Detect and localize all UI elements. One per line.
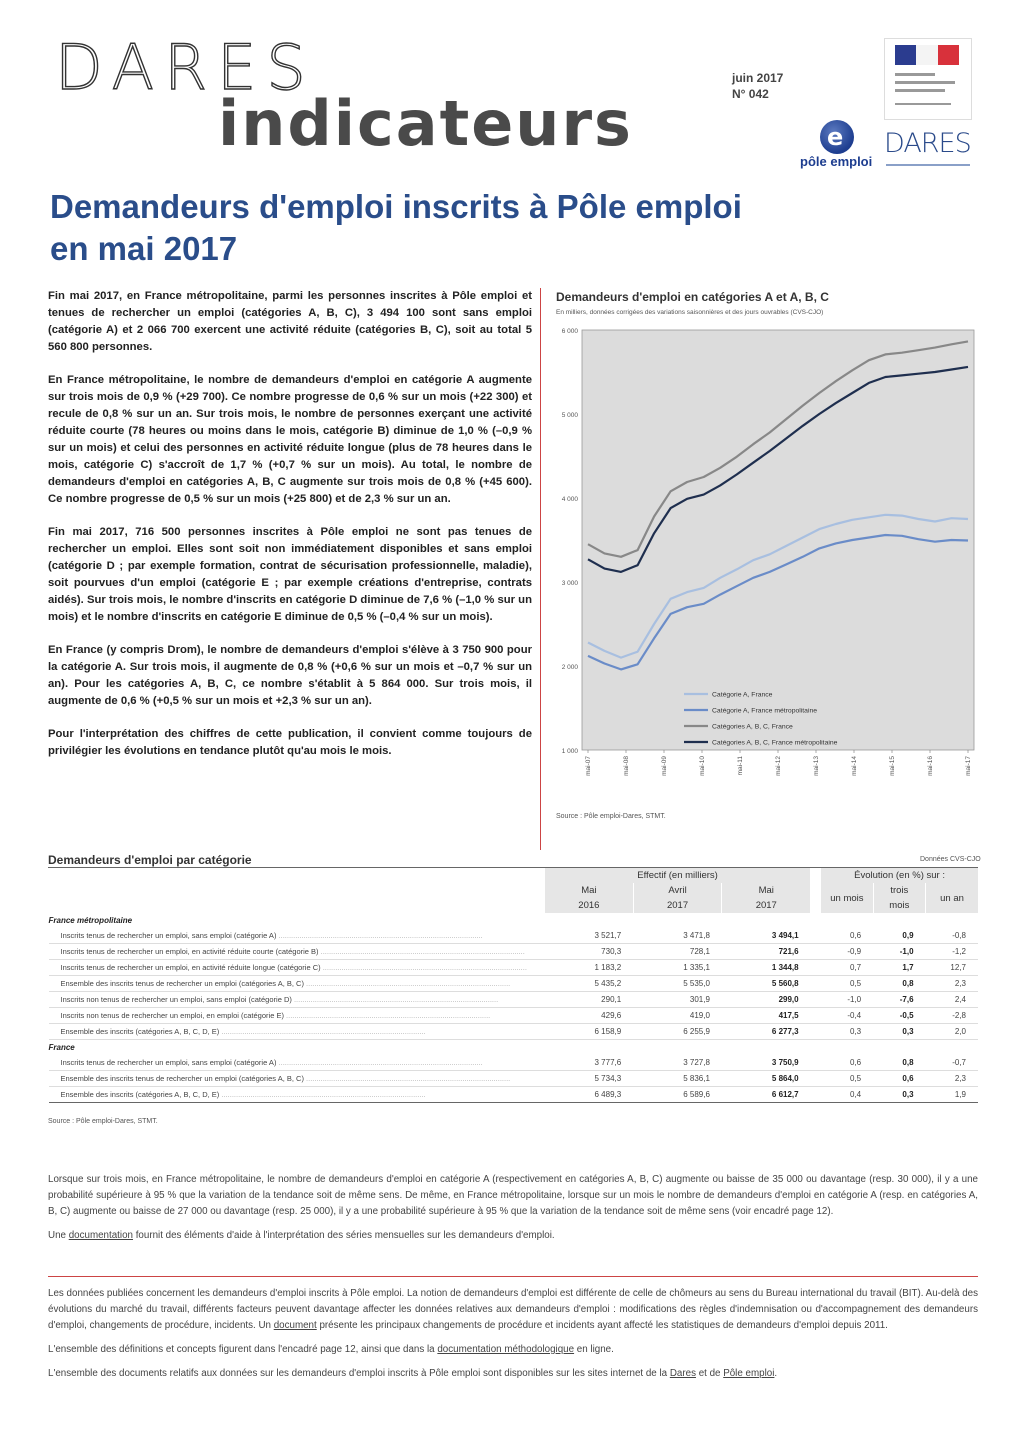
table-row xyxy=(49,976,979,992)
dares-logo-text: DARES xyxy=(884,128,971,159)
table-cell: 6 158,9 xyxy=(545,1024,634,1040)
col-header: un an xyxy=(926,883,978,913)
x-tick-label: mai-13 xyxy=(813,756,820,776)
issue-info xyxy=(732,70,783,102)
table-cell: 2,3 xyxy=(926,976,978,992)
plot-area xyxy=(582,330,974,750)
table-cell: 1 344,8 xyxy=(722,960,811,976)
table-cell: 3 777,6 xyxy=(545,1055,634,1071)
french-flag-icon xyxy=(895,45,959,65)
table-cell: 0,5 xyxy=(821,976,873,992)
pole-emploi-label: pôle emploi xyxy=(800,154,873,169)
chart-title: Demandeurs d'emploi en catégories A et A, B, C xyxy=(556,290,829,304)
table-section-row xyxy=(49,913,979,928)
table-row xyxy=(49,992,979,1008)
dares-logo xyxy=(884,128,976,174)
table-cell: 0,3 xyxy=(873,1024,925,1040)
table-note: Données CVS-CJO xyxy=(920,856,981,863)
table-cell: -7,6 xyxy=(873,992,925,1008)
brand-indicateurs-wordmark: indicateurs xyxy=(218,87,633,160)
section-label: France métropolitaine xyxy=(48,916,133,925)
chart-subtitle: En milliers, données corrigées des variations saisonnières et des jours ouvrables (CVS-CJO) xyxy=(556,309,824,316)
intro-paragraph: Fin mai 2017, 716 500 personnes inscrites à Pôle emploi ne sont pas tenues de rechercher un emploi. Elles sont soit non immédiatement disponibles et sans emploi (catégorie D ; par exemple formation, contrat de sécurisation professionnelle, maladie), soit pourvues d'un emploi (catégorie E ; par exemple créations d'entreprise, contrats aidés). Sur trois mois, le nombre d'inscrits en catégorie D diminue de 7,6 % (–1,0 % sur un mois) et le nombre d'inscrits en catégorie E diminue de 0,5 % (–0,4 % sur un mois). xyxy=(48,526,532,623)
issue-date: juin 2017 xyxy=(732,71,784,85)
footer-text-2 xyxy=(48,1286,978,1390)
table-cell: 721,6 xyxy=(722,944,811,960)
chart-source: Source : Pôle emploi-Dares, STMT. xyxy=(556,813,666,820)
y-tick-label: 5 000 xyxy=(561,412,578,419)
footer-paragraph: L'ensemble des documents relatifs aux données sur les demandeurs d'emploi inscrits à Pôle emploi sont disponibles sur les sites internet de la Dares et de Pôle emploi. xyxy=(48,1368,778,1379)
table-cell: 299,0 xyxy=(722,992,811,1008)
table-cell: 2,0 xyxy=(926,1024,978,1040)
x-tick-label: mai-08 xyxy=(623,756,630,776)
intro-text xyxy=(48,288,532,776)
table-cell: 1,7 xyxy=(873,960,925,976)
table-cell: 0,6 xyxy=(821,928,873,944)
table-cell: -1,0 xyxy=(821,992,873,1008)
table-cell: 2,3 xyxy=(926,1071,978,1087)
page-title-line1: Demandeurs d'emploi inscrits à Pôle emploi xyxy=(50,188,742,225)
column-divider xyxy=(540,288,541,850)
intro-paragraph: En France (y compris Drom), le nombre de demandeurs d'emploi s'élève à 3 750 900 pour la catégorie A. Sur trois mois, il augmente de 0,8 % (+0,6 % sur un mois et –0,7 % sur un an). Pour les catégories A, B, C, ce nombre s'établit à 5 864 000. Sur trois mois, il augmente de 0,6 % (+0,5 % sur un mois et +2,3 % sur un an). xyxy=(48,644,532,707)
row-label: Inscrits tenus de rechercher un emploi, sans emploi (catégorie A) .................................................................................................. xyxy=(49,928,545,944)
row-label: Ensemble des inscrits tenus de rechercher un emploi (catégories A, B, C) .................................................................................................. xyxy=(49,976,545,992)
table-cell: 3 727,8 xyxy=(633,1055,722,1071)
table-cell: 0,7 xyxy=(821,960,873,976)
row-label: Ensemble des inscrits tenus de rechercher un emploi (catégories A, B, C) .................................................................................................. xyxy=(49,1071,545,1087)
brand-dares-wordmark: DARES xyxy=(55,31,316,104)
intro-paragraph: Fin mai 2017, en France métropolitaine, parmi les personnes inscrites à Pôle emploi et tenues de rechercher un emploi (catégories A, B, C), 3 494 100 sont sans emploi (catégorie A) et 2 066 700 exercent une activité réduite (catégories B, C), soit au total 5 560 800 personnes. xyxy=(48,290,532,353)
page-title-line2: en mai 2017 xyxy=(50,230,238,267)
table-cell: 1,9 xyxy=(926,1087,978,1103)
table-cell: -0,4 xyxy=(821,1008,873,1024)
table-row xyxy=(49,1071,979,1087)
table-cell: 5 864,0 xyxy=(722,1071,811,1087)
table-title: Demandeurs d'emploi par catégorie xyxy=(48,853,252,867)
table-row xyxy=(49,1087,979,1103)
table-cell: 6 589,6 xyxy=(633,1087,722,1103)
table-cell: -0,5 xyxy=(873,1008,925,1024)
table-row xyxy=(49,1024,979,1040)
table-cell: 730,3 xyxy=(545,944,634,960)
table-cell: 1 183,2 xyxy=(545,960,634,976)
table-cell: 0,6 xyxy=(873,1071,925,1087)
x-tick-label: mai-09 xyxy=(661,756,668,776)
x-tick-label: mai-12 xyxy=(775,756,782,776)
col-header: Mai 2017 xyxy=(722,883,811,913)
legend-label: Catégories A, B, C, France métropolitaine xyxy=(712,739,838,747)
issue-number: N° 042 xyxy=(732,87,769,101)
table-cell: 1 335,1 xyxy=(633,960,722,976)
methodology-link[interactable]: documentation méthodologique xyxy=(437,1344,575,1355)
table-row xyxy=(49,928,979,944)
table-cell: 419,0 xyxy=(633,1008,722,1024)
table-row xyxy=(49,1008,979,1024)
table-cell: -1,2 xyxy=(926,944,978,960)
table-cell: 0,5 xyxy=(821,1071,873,1087)
table-cell: 417,5 xyxy=(722,1008,811,1024)
y-tick-label: 3 000 xyxy=(561,580,578,587)
table-cell: 5 560,8 xyxy=(722,976,811,992)
x-tick-label: mai-15 xyxy=(889,756,896,776)
table-cell: 3 521,7 xyxy=(545,928,634,944)
table-cell: -0,7 xyxy=(926,1055,978,1071)
y-tick-label: 1 000 xyxy=(561,748,578,755)
intro-paragraph: En France métropolitaine, le nombre de demandeurs d'emploi en catégorie A augmente sur trois mois de 0,9 % (+29 700). Ce nombre progresse de 0,6 % sur un mois (+22 300) et recule de 0,8 % sur un an. Sur trois mois, le nombre de personnes exerçant une activité réduite courte (78 heures ou moins dans le mois, catégorie B) diminue de 1,0 % (–0,9 % sur un mois) et celui des personnes en activité réduite longue (plus de 78 heures dans le mois, catégorie C) s'accroît de 1,7 % (+0,7 % sur un mois). Au total, le nombre de demandeurs d'emploi en catégories A, B, C augmente sur trois mois de 0,8 % (+45 600). Ce nombre progresse de 0,5 % sur un mois (+25 800) et de 2,3 % sur un an. xyxy=(48,374,532,505)
footer-paragraph: L'ensemble des définitions et concepts figurent dans l'encadré page 12, ainsi que dans la documentation méthodologique en ligne. xyxy=(48,1344,614,1355)
row-label: Inscrits non tenus de rechercher un emploi, sans emploi (catégorie D) .................................................................................................. xyxy=(49,992,545,1008)
table-cell: 728,1 xyxy=(633,944,722,960)
table-cell: 429,6 xyxy=(545,1008,634,1024)
table-cell: 6 489,3 xyxy=(545,1087,634,1103)
table-source: Source : Pôle emploi-Dares, STMT. xyxy=(48,1118,158,1125)
col-header: Avril 2017 xyxy=(633,883,722,913)
table-cell: 6 255,9 xyxy=(633,1024,722,1040)
table-row xyxy=(49,1055,979,1071)
pole-emploi-link[interactable]: Pôle emploi xyxy=(723,1368,775,1379)
table-row xyxy=(49,944,979,960)
col-header: un mois xyxy=(821,883,873,913)
table-cell: 0,8 xyxy=(873,1055,925,1071)
row-label: Ensemble des inscrits (catégories A, B, C, D, E) .................................................................................................. xyxy=(49,1087,545,1103)
table-cell: 6 277,3 xyxy=(722,1024,811,1040)
table-cell: 3 471,8 xyxy=(633,928,722,944)
table-cell: 0,4 xyxy=(821,1087,873,1103)
table-cell: 5 836,1 xyxy=(633,1071,722,1087)
x-tick-label: mai-14 xyxy=(851,756,858,776)
page-title xyxy=(50,186,930,270)
table-cell: -2,8 xyxy=(926,1008,978,1024)
x-tick-label: mai-17 xyxy=(965,756,972,776)
legend-label: Catégorie A, France métropolitaine xyxy=(712,707,818,715)
col-header: Mai 2016 xyxy=(545,883,634,913)
legend-label: Catégorie A, France xyxy=(712,691,773,699)
header-effectif: Effectif (en milliers) xyxy=(545,868,811,883)
legend-label: Catégories A, B, C, France xyxy=(712,723,793,731)
row-label: Inscrits tenus de rechercher un emploi, en activité réduite courte (catégorie B) .................................................................................................. xyxy=(49,944,545,960)
x-tick-label: mai-11 xyxy=(737,756,744,776)
y-tick-label: 6 000 xyxy=(561,328,578,335)
intro-paragraph: Pour l'interprétation des chiffres de cette publication, il convient comme toujours de privilégier les évolutions en tendance plutôt qu'au mois le mois. xyxy=(48,728,532,757)
table-cell: -1,0 xyxy=(873,944,925,960)
table-cell: 3 750,9 xyxy=(722,1055,811,1071)
header-evolution: Évolution (en %) sur : xyxy=(821,868,978,883)
table-cell: 3 494,1 xyxy=(722,928,811,944)
footer-paragraph: Les données publiées concernent les demandeurs d'emploi inscrits à Pôle emploi. La notion de demandeurs d'emploi est différente de celle de chômeurs au sens du Bureau international du travail (BIT). Au-delà des évolutions du marché du travail, différents facteurs peuvent davantage affecter les données relatives aux demandeurs d'emploi : modifications des règles d'indemnisation ou d'accompagnement des demandeurs d'emploi, changements de procédure, incidents. Un document présente les principaux changements de procédure et incidents ayant affecté les statistiques de demandeurs d'emploi depuis 2011. xyxy=(48,1288,978,1331)
x-tick-label: mai-16 xyxy=(927,756,934,776)
pole-emploi-logo: e pôle emploi xyxy=(800,120,876,174)
ministry-logo xyxy=(884,38,972,120)
section-divider xyxy=(48,1276,978,1277)
x-tick-label: mai-07 xyxy=(585,756,592,776)
documentation-link[interactable]: documentation xyxy=(68,1230,133,1241)
table-cell: 301,9 xyxy=(633,992,722,1008)
dares-link[interactable]: Dares xyxy=(669,1368,696,1379)
section-label: France xyxy=(48,1043,75,1052)
table-row xyxy=(49,960,979,976)
table-cell: 12,7 xyxy=(926,960,978,976)
document-link[interactable]: document xyxy=(273,1320,317,1331)
table-cell: 0,3 xyxy=(821,1024,873,1040)
footer-paragraph: Lorsque sur trois mois, en France métropolitaine, le nombre de demandeurs d'emploi en catégorie A (respectivement en catégories A, B, C) augmente ou baisse de 35 000 ou davantage (resp. 30 000), il y a une probabilité supérieure à 95 % que la variation de la tendance soit de même sens. De même, en France métropolitaine, lorsque sur un mois le nombre de demandeurs d'emploi en catégorie A (resp. en catégories A, B, C) augmente ou baisse de 27 000 ou davantage (resp. 25 000), il y a une probabilité supérieure à 95 % que la variation de la tendance soit de même sens (voir encadré page 12). xyxy=(48,1174,978,1217)
row-label: Inscrits tenus de rechercher un emploi, en activité réduite longue (catégorie C) .................................................................................................. xyxy=(49,960,545,976)
y-tick-label: 2 000 xyxy=(561,664,578,671)
table-cell: 0,9 xyxy=(873,928,925,944)
table-cell: 5 734,3 xyxy=(545,1071,634,1087)
table-cell: 2,4 xyxy=(926,992,978,1008)
footer-paragraph: Une documentation fournit des éléments d'aide à l'interprétation des séries mensuelles sur les demandeurs d'emploi. xyxy=(48,1230,555,1241)
y-tick-label: 4 000 xyxy=(561,496,578,503)
row-label: Inscrits tenus de rechercher un emploi, sans emploi (catégorie A) .................................................................................................. xyxy=(49,1055,545,1071)
table-cell: 0,3 xyxy=(873,1087,925,1103)
footer-text-1 xyxy=(48,1172,978,1252)
table-cell: 290,1 xyxy=(545,992,634,1008)
table-cell: 0,6 xyxy=(821,1055,873,1071)
row-label: Inscrits non tenus de rechercher un emploi, en emploi (catégorie E) .................................................................................................. xyxy=(49,1008,545,1024)
col-header: trois mois xyxy=(873,883,925,913)
row-label: Ensemble des inscrits (catégories A, B, C, D, E) .................................................................................................. xyxy=(49,1024,545,1040)
category-table xyxy=(48,868,978,1103)
table-cell: 5 535,0 xyxy=(633,976,722,992)
line-chart xyxy=(548,322,980,802)
table-section-row xyxy=(49,1040,979,1056)
table-cell: 5 435,2 xyxy=(545,976,634,992)
table-cell: 0,8 xyxy=(873,976,925,992)
table-cell: -0,9 xyxy=(821,944,873,960)
table-cell: -0,8 xyxy=(926,928,978,944)
table-cell: 6 612,7 xyxy=(722,1087,811,1103)
x-tick-label: mai-10 xyxy=(699,756,706,776)
